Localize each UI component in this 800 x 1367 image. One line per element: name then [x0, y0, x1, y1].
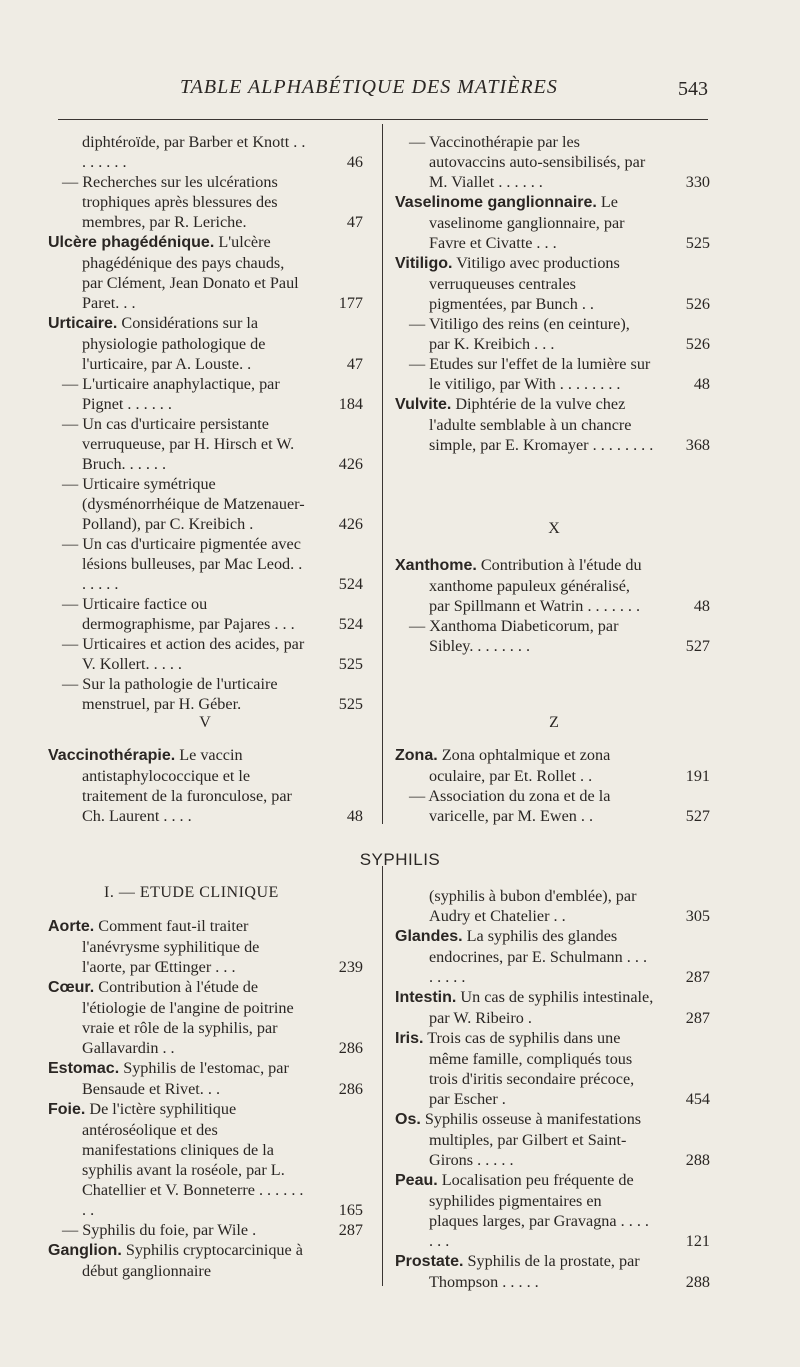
- index-entry: [48, 594, 363, 634]
- index-entry: [48, 916, 363, 977]
- entry-page-number: 184: [338, 395, 363, 413]
- entry-page-number: 305: [685, 907, 710, 925]
- entry-text: — Syphilis du foie, par Wile .: [62, 1221, 257, 1239]
- index-entry: [395, 926, 710, 987]
- index-entry: [395, 354, 710, 394]
- entry-text: diphtéroïde, par Barber et Knott . . . . . . . .: [82, 133, 306, 171]
- entry-page-number: 191: [685, 767, 710, 785]
- entry-text: Un cas de syphilis intestinale, par W. Ribeiro .: [429, 988, 654, 1027]
- entry-text: — Urticaires et action des acides, par V. Kollert. . . . .: [62, 635, 305, 673]
- entry-heading: Intestin.: [395, 989, 457, 1006]
- index-entry: [48, 1220, 363, 1240]
- index-column-top-right: [395, 132, 710, 455]
- entry-text: Diphtérie de la vulve chez l'adulte semblable à un chancre simple, par E. Kromayer . . . . . . . .: [429, 395, 654, 454]
- entry-text: — Vitiligo des reins (en ceinture), par K. Kreibich . . .: [409, 315, 630, 353]
- index-column-bottom-right: [395, 886, 710, 1292]
- entry-heading: Glandes.: [395, 928, 463, 945]
- entry-heading: Vaselinome ganglionnaire.: [395, 194, 597, 211]
- index-entry: [395, 886, 710, 926]
- entry-page-number: 288: [685, 1273, 710, 1291]
- index-entry: [48, 977, 363, 1058]
- entry-text: Syphilis cryptocarcinique à début ganglionnaire: [82, 1241, 303, 1280]
- entry-text: De l'ictère syphilitique antéroséolique et des manifestations cliniques de la syphilis avant la roséole, par L. Chatellier et V. Bonneterre . . . . . . . .: [82, 1100, 304, 1219]
- entry-page-number: 46: [346, 153, 363, 171]
- entry-page-number: 48: [346, 807, 363, 825]
- entry-heading: Xanthome.: [395, 557, 477, 574]
- entry-page-number: 426: [338, 455, 363, 473]
- entry-text: — Urticaire factice ou dermographisme, par Pajares . . .: [62, 595, 295, 633]
- index-entry: [395, 314, 710, 354]
- entry-page-number: 239: [338, 958, 363, 976]
- entry-page-number: 286: [338, 1080, 363, 1098]
- page-header: [0, 76, 800, 110]
- entry-page-number: 286: [338, 1039, 363, 1057]
- entry-heading: Peau.: [395, 1172, 438, 1189]
- index-entry: [395, 1109, 710, 1170]
- entry-page-number: 524: [338, 575, 363, 593]
- entry-text: — Association du zona et de la varicelle, par M. Ewen . .: [409, 787, 611, 825]
- entry-page-number: 525: [685, 234, 710, 252]
- column-divider-bottom: [382, 866, 383, 1286]
- entry-page-number: 47: [346, 355, 363, 373]
- header-rule: [58, 119, 708, 120]
- letter-heading-v: V: [199, 714, 211, 731]
- entry-heading: Prostate.: [395, 1253, 464, 1270]
- index-entry: [48, 374, 363, 414]
- index-entry: [395, 394, 710, 455]
- entry-page-number: 525: [338, 655, 363, 673]
- column-divider-top: [382, 124, 383, 824]
- entry-page-number: 287: [338, 1221, 363, 1239]
- entry-text: Contribution à l'étude de l'étiologie de l'angine de poitrine vraie et rôle de la syphilis, par Gallavardin . .: [82, 978, 294, 1057]
- letter-heading-x: X: [548, 520, 560, 537]
- entry-text: Localisation peu fréquente de syphilides pigmentaires en plaques larges, par Gravagna . . . . . . .: [429, 1171, 649, 1250]
- index-entry: [395, 555, 710, 616]
- index-entry: [48, 534, 363, 594]
- index-entry: [48, 414, 363, 474]
- entry-page-number: 527: [685, 807, 710, 825]
- entry-page-number: 48: [693, 597, 710, 615]
- index-section-z: [395, 745, 710, 826]
- index-column-bottom-left: [48, 916, 363, 1281]
- index-entry: [395, 987, 710, 1028]
- entry-text: Comment faut-il traiter l'anévrysme syphilitique de l'aorte, par Œttinger . . .: [82, 917, 260, 976]
- entry-heading: Os.: [395, 1111, 421, 1128]
- entry-page-number: 165: [338, 1201, 363, 1219]
- entry-heading: Iris.: [395, 1030, 424, 1047]
- index-entry: [48, 132, 363, 172]
- entry-text: L'ulcère phagédénique des pays chauds, par Clément, Jean Donato et Paul Paret. . .: [82, 233, 299, 312]
- entry-text: — Recherches sur les ulcérations trophiques après blessures des membres, par R. Leriche.: [62, 173, 278, 231]
- entry-heading: Cœur.: [48, 979, 95, 996]
- index-section-x: [395, 555, 710, 656]
- entry-page-number: 527: [685, 637, 710, 655]
- entry-page-number: 526: [685, 335, 710, 353]
- section-title: SYPHILIS: [359, 850, 441, 869]
- entry-text: — L'urticaire anaphylactique, par Pignet . . . . . .: [62, 375, 280, 413]
- index-entry: [395, 192, 710, 253]
- entry-page-number: 47: [346, 213, 363, 231]
- index-entry: [395, 1170, 710, 1251]
- entry-page-number: 368: [685, 436, 710, 454]
- entry-text: Le vaselinome ganglionnaire, par Favre et Civatte . . .: [429, 193, 625, 252]
- entry-page-number: 524: [338, 615, 363, 633]
- entry-text: — Un cas d'urticaire persistante verruqueuse, par H. Hirsch et W. Bruch. . . . . .: [62, 415, 295, 473]
- index-entry: [48, 745, 363, 826]
- page-number: 543: [678, 78, 708, 100]
- entry-page-number: 287: [685, 1009, 710, 1027]
- entry-heading: Zona.: [395, 747, 438, 764]
- entry-text: — Vaccinothérapie par les autovaccins auto-sensibilisés, par M. Viallet . . . . . .: [409, 133, 646, 191]
- index-entry: [48, 474, 363, 534]
- entry-text: Syphilis osseuse à manifestations multiples, par Gilbert et Saint-Girons . . . . .: [420, 1110, 642, 1169]
- entry-text: Syphilis de la prostate, par Thompson . . . . .: [429, 1252, 640, 1291]
- entry-heading: Ganglion.: [48, 1242, 122, 1259]
- entry-text: Considérations sur la physiologie pathologique de l'urticaire, par A. Louste. .: [82, 314, 266, 373]
- index-entry: [395, 745, 710, 786]
- entry-text: (syphilis à bubon d'emblée), par Audry et Chatelier . .: [429, 887, 637, 925]
- index-entry: [395, 1251, 710, 1292]
- entry-heading: Aorte.: [48, 918, 95, 935]
- index-entry: [48, 232, 363, 313]
- entry-text: Contribution à l'étude du xanthome papuleux généralisé, par Spillmann et Watrin . . . . . . .: [429, 556, 642, 615]
- entry-heading: Vulvite.: [395, 396, 452, 413]
- index-entry: [395, 253, 710, 314]
- entry-page-number: 121: [685, 1232, 710, 1250]
- entry-page-number: 330: [685, 173, 710, 191]
- entry-text: Le vaccin antistaphylococcique et le traitement de la furonculose, par Ch. Laurent . . . .: [82, 746, 292, 825]
- entry-heading: Vitiligo.: [395, 255, 453, 272]
- entry-page-number: 287: [685, 968, 710, 986]
- entry-page-number: 525: [338, 695, 363, 713]
- entry-heading: Urticaire.: [48, 315, 118, 332]
- entry-heading: Estomac.: [48, 1060, 120, 1077]
- entry-page-number: 48: [693, 375, 710, 393]
- index-entry: [48, 674, 363, 714]
- entry-heading: Vaccinothérapie.: [48, 747, 176, 764]
- entry-text: — Xanthoma Diabeticorum, par Sibley. . . . . . . .: [409, 617, 619, 655]
- entry-text: — Urticaire symétrique (dysménorrhéique de Matzenauer-Polland), par C. Kreibich .: [62, 475, 305, 533]
- index-entry: [48, 1240, 363, 1281]
- letter-heading-z: Z: [549, 714, 559, 731]
- index-entry: [48, 1058, 363, 1099]
- entry-page-number: 454: [685, 1090, 710, 1108]
- entry-page-number: 288: [685, 1151, 710, 1169]
- index-entry: [395, 1028, 710, 1109]
- entry-heading: Foie.: [48, 1101, 86, 1118]
- index-entry: [395, 786, 710, 826]
- index-entry: [48, 1099, 363, 1220]
- entry-text: Zona ophtalmique et zona oculaire, par Et. Rollet . .: [429, 746, 611, 785]
- entry-text: Vitiligo avec productions verruqueuses centrales pigmentées, par Bunch . .: [429, 254, 620, 313]
- index-entry: [395, 616, 710, 656]
- entry-text: La syphilis des glandes endocrines, par E. Schulmann . . . . . . . .: [429, 927, 648, 986]
- entry-text: — Un cas d'urticaire pigmentée avec lésions bulleuses, par Mac Leod. . . . . . .: [62, 535, 303, 593]
- subsection-title: I. — ETUDE CLINIQUE: [104, 884, 279, 901]
- entry-page-number: 177: [338, 294, 363, 312]
- entry-heading: Ulcère phagédénique.: [48, 234, 215, 251]
- entry-page-number: 526: [685, 295, 710, 313]
- entry-text: Trois cas de syphilis dans une même famille, compliqués tous trois d'iritis secondaire précoce, par Escher .: [423, 1029, 635, 1108]
- entry-text: — Etudes sur l'effet de la lumière sur le vitiligo, par With . . . . . . . .: [409, 355, 651, 393]
- running-title: TABLE ALPHABÉTIQUE DES MATIÈRES: [180, 76, 558, 98]
- entry-text: — Sur la pathologie de l'urticaire menstruel, par H. Géber.: [62, 675, 278, 713]
- index-entry: [48, 634, 363, 674]
- entry-text: Syphilis de l'estomac, par Bensaude et Rivet. . .: [82, 1059, 289, 1098]
- index-entry: [48, 313, 363, 374]
- entry-page-number: 426: [338, 515, 363, 533]
- index-section-v: [48, 745, 363, 826]
- index-column-top-left: [48, 132, 363, 714]
- index-entry: [48, 172, 363, 232]
- index-entry: [395, 132, 710, 192]
